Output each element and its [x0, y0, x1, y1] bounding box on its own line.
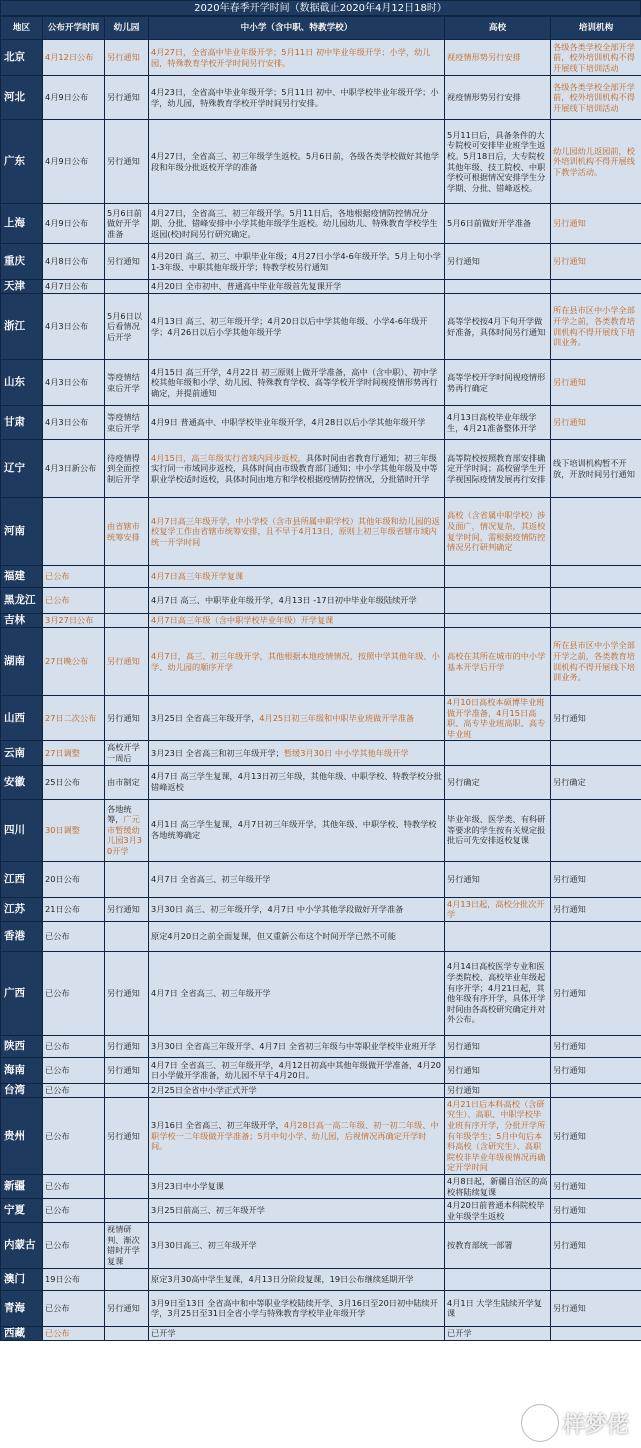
training-cell: 另行通知: [551, 406, 641, 440]
publish-cell: 已公布: [43, 951, 105, 1035]
university-cell: 4月14日高校医学专业和医学类院校、高校毕业年级起有序开学；4月21日起，其他年级有序开学，具体开学时间由各高校研究确定并对外公布。: [445, 951, 551, 1035]
kindergarten-cell: 另行通知: [105, 244, 149, 280]
training-cell: [551, 741, 641, 765]
region-cell: 吉林: [1, 614, 43, 628]
region-cell: 广西: [1, 951, 43, 1035]
header-region: 地区: [1, 17, 43, 40]
kindergarten-cell: 5月6日前做好开学准备: [105, 204, 149, 244]
publish-cell: 已公布: [43, 1097, 105, 1174]
region-cell: 山东: [1, 360, 43, 406]
kindergarten-cell: 另行通知: [105, 1057, 149, 1083]
training-cell: 另行通知: [551, 1035, 641, 1057]
university-cell: 高校（含省属中职学校）涉及面广，情况复杂，其返校复学时间，需根据疫情防控情况另行研判确定: [445, 498, 551, 566]
table-title: 2020年春季开学时间（数据截止2020年4月12日18时）: [0, 0, 641, 16]
publish-cell: 4月7日公布: [43, 280, 105, 294]
publish-cell: 21日公布: [43, 897, 105, 921]
university-cell: 4月21日后本科高校（含研究生）、高职、中职学校毕业班有序开学，分批开学所有年级学生；5月中旬后本科高校（含研究生）、高职院校非毕业年级视情况再确定开学时间: [445, 1097, 551, 1174]
publish-cell: 已公布: [43, 1083, 105, 1097]
kindergarten-cell: 另行通知: [105, 696, 149, 741]
publish-cell: 4月8日公布: [43, 244, 105, 280]
kindergarten-cell: 另行通知: [105, 40, 149, 76]
training-cell: 另行通知: [551, 1199, 641, 1223]
publish-cell: 已公布: [43, 1174, 105, 1198]
university-cell: 高等院校按照教育部安排确定开学时间；高校留学生开学视国际疫情发展再行安排: [445, 440, 551, 498]
kindergarten-cell: 5月6日以后看情况后开学: [105, 294, 149, 360]
watermark-logo-icon: [521, 1404, 559, 1442]
region-cell: 重庆: [1, 244, 43, 280]
region-cell: 香港: [1, 921, 43, 951]
university-cell: 另行确定: [445, 765, 551, 799]
school-cell: 4月15日 高三开学，4月22日 初三原则上做开学准备，高中（含中职）、初中学校其他年级和小学、幼儿园、特殊教育学校、高等学校开学时间视疫情形势再行确定，并提前通知: [149, 360, 445, 406]
table-row: [1, 294, 641, 360]
training-cell: 另行通知: [551, 204, 641, 244]
kindergarten-cell: 高校开学一周后: [105, 741, 149, 765]
region-cell: 新疆: [1, 1174, 43, 1198]
training-cell: 另行通知: [551, 1223, 641, 1268]
publish-cell: 4月12日公布: [43, 40, 105, 76]
table-row: [1, 741, 641, 765]
region-cell: 台湾: [1, 1083, 43, 1097]
university-cell: [445, 614, 551, 628]
school-cell: 4月7日 全省高三、初三年级开学: [149, 861, 445, 897]
table-row: [1, 244, 641, 280]
table-row: [1, 921, 641, 951]
training-cell: 所在县市区中小学全部开学之前，各类教育培训机构不得开展线下培训业务。: [551, 628, 641, 696]
publish-cell: 30日调整: [43, 799, 105, 861]
training-cell: 另行确定: [551, 765, 641, 799]
region-cell: 陕西: [1, 1035, 43, 1057]
kindergarten-cell: 另行通知: [105, 76, 149, 120]
university-cell: 视疫情形势另行安排: [445, 40, 551, 76]
kindergarten-cell: 待疫情得到全面控制后开学: [105, 440, 149, 498]
kindergarten-cell: [105, 1268, 149, 1290]
school-cell: 4月7日 全省高三、初三年级开学，4月12日初高中其他年级做开学准备，4月20日小学做开学准备，幼儿园不早于4月20日。: [149, 1057, 445, 1083]
table-row: [1, 951, 641, 1035]
region-cell: 黑龙江: [1, 588, 43, 614]
kindergarten-cell: 另行通知: [105, 897, 149, 921]
university-cell: [445, 566, 551, 588]
table-row: [1, 614, 641, 628]
training-cell: 另行通知: [551, 897, 641, 921]
table-row: [1, 280, 641, 294]
publish-cell: [43, 498, 105, 566]
table-row: [1, 406, 641, 440]
school-cell: 原定4月20日之前全面复课，但又重新公布这个时间开学已然不可能: [149, 921, 445, 951]
university-cell: 5月6日前做好开学准备: [445, 204, 551, 244]
university-cell: 4月10日高校本硕博毕业班做开学准备，4月15日高职、高专毕业班高职、高专毕业班: [445, 696, 551, 741]
kindergarten-cell: 另行通知: [105, 120, 149, 204]
table-row: [1, 40, 641, 76]
region-cell: 山西: [1, 696, 43, 741]
table-row: [1, 861, 641, 897]
table-row: [1, 1223, 641, 1268]
kindergarten-cell: 另行通知: [105, 1035, 149, 1057]
publish-cell: 4月9日公布: [43, 76, 105, 120]
training-cell: 另行通知: [551, 1290, 641, 1326]
table-row: [1, 588, 641, 614]
training-cell: 幼儿园幼儿返园前，校外培训机构不得开展线下教学活动。: [551, 120, 641, 204]
university-cell: 另行通知: [445, 861, 551, 897]
school-cell: 4月20日 全市初中、普通高中毕业年级首先复课开学: [149, 280, 445, 294]
region-cell: 河北: [1, 76, 43, 120]
table-row: [1, 1035, 641, 1057]
table-row: [1, 1199, 641, 1223]
school-cell: 2月25日全省中小学正式开学: [149, 1083, 445, 1097]
university-cell: [445, 1268, 551, 1290]
school-cell: 3月30日 全省高三年级开学、4月7日 全省初三年级与中等职业学校毕业班开学: [149, 1035, 445, 1057]
school-cell: 4月27日，全省高中毕业年级开学；5月11日 初中毕业年级开学；小学，幼儿园，特殊教育学校开学时间另行安排。: [149, 40, 445, 76]
table-row: [1, 120, 641, 204]
publish-cell: 4月3日公布: [43, 360, 105, 406]
school-cell: 4月27日，全省高三、初三年级学生返校。5月6日前，各级各类学校做好其他学段和年级分批返校开学的准备: [149, 120, 445, 204]
school-cell: 4月15日，高三年级实行省域内同步返校，具体时间由省教育厅通知；初三年级实行同一市域同步返校，具体时间由市级教育部门通知；中小学其他年级及中等职业学校适时返校，具体时间由地方和学校根据疫情防控情况，分批错时开学: [149, 440, 445, 498]
region-cell: 北京: [1, 40, 43, 76]
school-cell: 3月25日 全省高三年级开学，4月25日初三年级和中职毕业班做开学准备: [149, 696, 445, 741]
university-cell: 另行通知: [445, 244, 551, 280]
university-cell: 已开学: [445, 1326, 551, 1340]
kindergarten-cell: 视情研判、渐次错时开学复课: [105, 1223, 149, 1268]
region-cell: 湖南: [1, 628, 43, 696]
publish-cell: 25日公布: [43, 765, 105, 799]
kindergarten-cell: [105, 1083, 149, 1097]
kindergarten-cell: 由省辖市统筹安排: [105, 498, 149, 566]
university-cell: 毕业年级、医学类、有科研等要求的学生按有关规定报批后可先安排返校复课: [445, 799, 551, 861]
region-cell: 天津: [1, 280, 43, 294]
region-cell: 云南: [1, 741, 43, 765]
publish-cell: 27日二次公布: [43, 696, 105, 741]
university-cell: 另行通知: [445, 1057, 551, 1083]
kindergarten-cell: 另行通知: [105, 1290, 149, 1326]
publish-cell: 已公布: [43, 1199, 105, 1223]
region-cell: 上海: [1, 204, 43, 244]
publish-cell: 已公布: [43, 1035, 105, 1057]
table-row: [1, 76, 641, 120]
table-row: [1, 1083, 641, 1097]
training-cell: [551, 1268, 641, 1290]
school-cell: 4月20日 高三、初三、中职毕业年级；4月27日小学4-6年级开学。5月上旬小学1-3年级、中职其他年级开学；特教学校另行通知: [149, 244, 445, 280]
kindergarten-cell: [105, 614, 149, 628]
training-cell: 另行通知: [551, 1174, 641, 1198]
watermark: [521, 1404, 629, 1442]
school-cell: 4月7日高三年级开学，中小学校（含市县所属中职学校）其他年级和幼儿园的返校复学工作由省辖市统筹安排，且不早于4月13日，原则上初三年级省辖市域内统一开学时间: [149, 498, 445, 566]
training-cell: 线下培训机构暂不开放，开放时间另行通知: [551, 440, 641, 498]
university-cell: 高校在其所在城市的中小学基本开学后开学: [445, 628, 551, 696]
kindergarten-cell: 等疫情结束后开学: [105, 360, 149, 406]
school-cell: 3月9日至13日 全省高中和中等职业学校陆续开学、3月16日至20日初中陆续开学，3月25日至31日全省小学与特殊教育学校毕业年级开学: [149, 1290, 445, 1326]
kindergarten-cell: 另行通知: [105, 951, 149, 1035]
university-cell: 另行通知: [445, 1035, 551, 1057]
publish-cell: 3月27日公布: [43, 614, 105, 628]
training-cell: [551, 614, 641, 628]
school-cell: 3月23日 全省高三和初三年级开学；暂缓3月30日 中小学其他年级开学: [149, 741, 445, 765]
table-row: [1, 1326, 641, 1340]
header-school: 中小学（含中职、特教学校）: [149, 17, 445, 40]
publish-cell: 19日公布: [43, 1268, 105, 1290]
publish-cell: 已公布: [43, 566, 105, 588]
school-cell: 已开学: [149, 1326, 445, 1340]
school-cell: 3月23日中小学复课: [149, 1174, 445, 1198]
header-training: 培训机构: [551, 17, 641, 40]
region-cell: 内蒙古: [1, 1223, 43, 1268]
table-body: [1, 40, 641, 1341]
region-cell: 江苏: [1, 897, 43, 921]
region-cell: 浙江: [1, 294, 43, 360]
school-cell: 4月7日高三年级开学复课: [149, 566, 445, 588]
publish-cell: 已公布: [43, 1057, 105, 1083]
university-cell: 视疫情形势另行安排: [445, 76, 551, 120]
region-cell: 贵州: [1, 1097, 43, 1174]
header-publish: 公布开学时间: [43, 17, 105, 40]
university-cell: 高等学校按4月下旬开学做好准备，具体时间另行通知: [445, 294, 551, 360]
university-cell: [445, 588, 551, 614]
publish-cell: 4月3日新公布: [43, 440, 105, 498]
table-row: [1, 204, 641, 244]
publish-cell: 27日晚公布: [43, 628, 105, 696]
school-opening-table: [0, 16, 641, 1341]
table-row: [1, 897, 641, 921]
university-cell: [445, 741, 551, 765]
table-row: [1, 566, 641, 588]
kindergarten-cell: 等疫情结束后开学: [105, 406, 149, 440]
university-cell: 4月8日起，新疆自治区的高校将陆续复课: [445, 1174, 551, 1198]
university-cell: 4月13日起，高校分批次开学: [445, 897, 551, 921]
university-cell: 按教育部统一部署: [445, 1223, 551, 1268]
table-row: [1, 1097, 641, 1174]
region-cell: 海南: [1, 1057, 43, 1083]
kindergarten-cell: [105, 861, 149, 897]
publish-cell: 4月9日公布: [43, 120, 105, 204]
region-cell: 江西: [1, 861, 43, 897]
region-cell: 安徽: [1, 765, 43, 799]
publish-cell: 已公布: [43, 1290, 105, 1326]
school-cell: 原定3月30高中学生复课，4月13日分阶段复课，19日公布继续延期开学: [149, 1268, 445, 1290]
school-cell: 4月7日 高三、中职毕业年级开学，4月13日 -17日初中毕业年级陆续开学: [149, 588, 445, 614]
publish-cell: 已公布: [43, 588, 105, 614]
kindergarten-cell: [105, 921, 149, 951]
region-cell: 甘肃: [1, 406, 43, 440]
training-cell: 各级各类学校全部开学前，校外培训机构不得开展线下培训活动: [551, 40, 641, 76]
table-row: [1, 1057, 641, 1083]
school-cell: 4月27日，全省高三、初三年级开学。5月11日后，各地根据疫情防控情况分期、分批、错峰安排中小学其他年级学生返校。幼儿园幼儿、特殊教育学校学生返园(校)时间另行研究确定。: [149, 204, 445, 244]
school-cell: 4月7日，高三、初三年级开学，其他根据本地疫情情况，按照中学其他年级、小学、幼儿园的顺序开学: [149, 628, 445, 696]
table-row: [1, 1174, 641, 1198]
training-cell: 另行通知: [551, 360, 641, 406]
region-cell: 西藏: [1, 1326, 43, 1340]
university-cell: 另行通知: [445, 1083, 551, 1097]
training-cell: [551, 566, 641, 588]
school-cell: 4月1日 高三学生复课，4月7日初三年级开学，其他年级、中职学校、特教学校各地统筹确定: [149, 799, 445, 861]
region-cell: 福建: [1, 566, 43, 588]
kindergarten-cell: 另行通知: [105, 1097, 149, 1174]
university-cell: [445, 280, 551, 294]
university-cell: 4月20日前普通本科院校毕业年级学生返校: [445, 1199, 551, 1223]
header-kindergarten: 幼儿园: [105, 17, 149, 40]
training-cell: [551, 799, 641, 861]
training-cell: 另行通知: [551, 696, 641, 741]
table-row: [1, 765, 641, 799]
training-cell: 所在县市区中小学全部开学之前，各类教育培训机构不得开展线下培训业务。: [551, 294, 641, 360]
training-cell: [551, 588, 641, 614]
publish-cell: 4月3日公布: [43, 406, 105, 440]
training-cell: 各级各类学校全部开学前，校外培训机构不得开展线下培训活动: [551, 76, 641, 120]
table-row: [1, 628, 641, 696]
region-cell: 宁夏: [1, 1199, 43, 1223]
university-cell: [445, 921, 551, 951]
table-row: [1, 498, 641, 566]
watermark-text: 样梦佬: [562, 1412, 629, 1438]
university-cell: 高等学校开学时间视疫情形势再行确定: [445, 360, 551, 406]
university-cell: 4月13日高校毕业年级学生，4月21准备整体开学: [445, 406, 551, 440]
kindergarten-cell: [105, 1174, 149, 1198]
training-cell: [551, 280, 641, 294]
publish-cell: 已公布: [43, 1326, 105, 1340]
header-row: [1, 17, 641, 40]
table-row: [1, 799, 641, 861]
kindergarten-cell: [105, 280, 149, 294]
training-cell: [551, 921, 641, 951]
table-row: [1, 440, 641, 498]
region-cell: 澳门: [1, 1268, 43, 1290]
table-row: [1, 360, 641, 406]
school-cell: 4月13日 高三、初三年级开学；4月20日以后中学其他年级、小学4-6年级开学；4月26日以后小学其他年级开学: [149, 294, 445, 360]
kindergarten-cell: 各地统筹，广元市暂缓幼儿园3月30开学: [105, 799, 149, 861]
region-cell: 四川: [1, 799, 43, 861]
university-cell: 5月11日后，具备条件的大专院校可安排毕业班学生返校。5月18日后，大专院校其他年级、技工院校、中职学校可根据情况安排学生分学期、分批、错峰返校。: [445, 120, 551, 204]
school-cell: 3月25日前高三、初三年级开学: [149, 1199, 445, 1223]
publish-cell: 4月9日公布: [43, 204, 105, 244]
school-cell: 4月7日 全省高三、初三年级开学: [149, 951, 445, 1035]
training-cell: 另行通知: [551, 861, 641, 897]
training-cell: [551, 1326, 641, 1340]
kindergarten-cell: [105, 588, 149, 614]
kindergarten-cell: 由市制定: [105, 765, 149, 799]
region-cell: 河南: [1, 498, 43, 566]
header-university: 高校: [445, 17, 551, 40]
kindergarten-cell: [105, 1199, 149, 1223]
table-row: [1, 696, 641, 741]
school-cell: 4月23日，全省高中毕业年级开学；5月11日 初中、中职学校毕业年级开学；小学，幼儿园，特殊教育学校开学时间另行安排。: [149, 76, 445, 120]
training-cell: 另行通知: [551, 244, 641, 280]
school-cell: 3月16日 全省高三、初三年级开学，4月28日高一高二年级、初一初二年级、中职学校一二年级做开学准备；5月中旬小学、幼儿园，后视情况再确定开学时间。: [149, 1097, 445, 1174]
table-row: [1, 1290, 641, 1326]
school-cell: 4月7日 高三学生复课，4月13日初三年级，其他年级、中职学校、特教学校分批错峰返校: [149, 765, 445, 799]
training-cell: [551, 498, 641, 566]
publish-cell: 4月3日公布: [43, 294, 105, 360]
region-cell: 辽宁: [1, 440, 43, 498]
university-cell: 4月1日 大学生陆续开学复课: [445, 1290, 551, 1326]
kindergarten-cell: [105, 566, 149, 588]
table-row: [1, 1268, 641, 1290]
publish-cell: 已公布: [43, 921, 105, 951]
region-cell: 广东: [1, 120, 43, 204]
training-cell: 另行通知: [551, 951, 641, 1035]
region-cell: 青海: [1, 1290, 43, 1326]
training-cell: 另行通知: [551, 1057, 641, 1083]
training-cell: [551, 1083, 641, 1097]
publish-cell: 20日公布: [43, 861, 105, 897]
publish-cell: 27日调整: [43, 741, 105, 765]
school-cell: 4月9日 普通高中、中职学校毕业年级开学，4月28日以后小学其他年级开学: [149, 406, 445, 440]
school-cell: 3月30日高三、初三年级开学: [149, 1223, 445, 1268]
publish-cell: 已公布: [43, 1223, 105, 1268]
kindergarten-cell: 另行通知: [105, 628, 149, 696]
training-cell: 另行通知: [551, 1097, 641, 1174]
school-cell: 4月7日高三年级（含中职学校毕业年级）开学复课: [149, 614, 445, 628]
school-cell: 3月30日 高三、初三年级开学，4月7日 中小学其他学段做好开学准备: [149, 897, 445, 921]
kindergarten-cell: [105, 1326, 149, 1340]
